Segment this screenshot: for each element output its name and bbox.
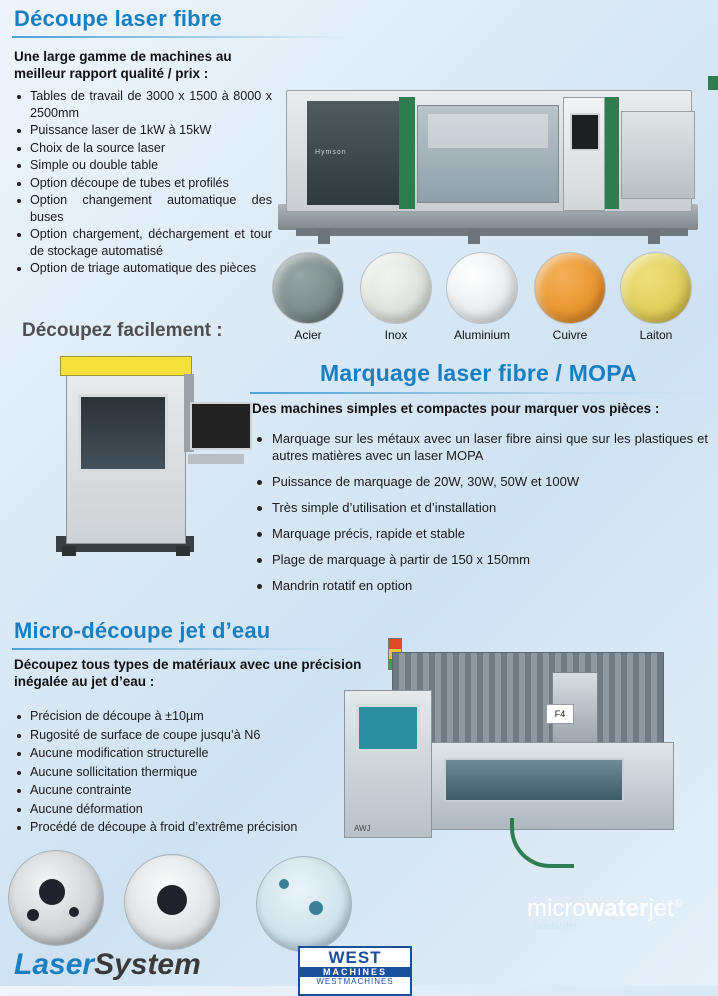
machine-leg [318,230,330,244]
marking-bullet-list [252,430,708,603]
material-disc [620,252,692,324]
sample-detail [279,879,289,889]
laser-cutting-machine-photo [278,52,704,242]
section-waterjet [0,618,718,986]
sample-detail [309,901,323,915]
waterjet-lead: Découpez tous types de matériaux avec une précision inégalée au jet d’eau : [14,657,362,689]
divider-waterjet [12,648,370,650]
marking-subtitle: Découpez facilement : [22,320,223,341]
page-title-marking: Marquage laser fibre / MOPA [320,360,637,386]
page-title-laser: Découpe laser fibre [14,6,222,31]
material-disc [534,252,606,324]
list-item: Procédé de découpe à froid d’extrême précision [14,819,364,836]
machine-logo: Hymson [315,149,347,156]
machine-green-panel-right [605,97,619,209]
machine-right-module [621,111,695,199]
sample-disc-1 [8,850,104,946]
list-item: Mandrin rotatif en option [252,577,708,594]
list-item: Aucune modification structurelle [14,745,364,762]
sample-detail [69,907,79,917]
machine-body [286,90,692,212]
footer-brand [14,948,201,982]
west-logo-line1: WEST [328,948,382,967]
machine-signal-light [708,76,718,90]
waterjet-touchscreen [356,704,420,752]
west-logo-line2: MACHINES [300,967,410,977]
footer-brand-system: System [94,948,201,981]
material-disc [446,252,518,324]
sample-detail [27,909,39,921]
machine-window [417,105,559,203]
machine-leg [648,230,660,244]
marker-window [78,394,168,472]
list-item: Option chargement, déchargement et tour de stockage automatisé [14,226,272,259]
waterjet-hose [510,818,574,868]
laser-title-wrap [14,6,344,32]
list-item: Aucune contrainte [14,782,364,799]
waterjet-basin [444,758,624,802]
list-item: Précision de découpe à ±10µm [14,708,364,725]
marker-top-cover [60,356,192,376]
section-laser-cutting [0,0,718,358]
brand-part-water: water [585,895,649,922]
list-item: Tables de travail de 3000 x 1500 à 8000 x 2500mm [14,88,272,121]
list-item: Choix de la source laser [14,140,272,157]
machine-leg [468,230,480,244]
divider-marking [250,392,708,394]
laser-bullet-list [14,88,272,277]
list-item: Simple ou double table [14,157,272,174]
waterjet-brand [527,895,682,923]
brand-part-jet: jet [648,895,674,922]
machine-screen [570,113,600,151]
list-item: Marquage sur les métaux avec un laser fibre ainsi que sur les plastiques et autres matières avec un laser MOPA [252,430,708,464]
material-label: Inox [384,328,408,342]
list-item: Option découpe de tubes et profilés [14,175,272,192]
sample-disc-3 [256,856,352,952]
material-label: Laiton [639,328,673,342]
list-item: Puissance de marquage de 20W, 30W, 50W et 100W [252,473,708,490]
marker-foot [176,546,190,556]
sample-detail [157,885,187,915]
page-title-waterjet: Micro-découpe jet d’eau [14,618,271,643]
cut-sample-photos [6,850,356,946]
list-item: Rugosité de surface de coupe jusqu’à N6 [14,727,364,744]
waterjet-gantry [392,652,664,750]
list-item: Aucune déformation [14,801,364,818]
machine-green-panel-left [399,97,415,209]
list-item: Plage de marquage à partir de 150 x 150mm [252,551,708,568]
marker-foot [62,546,76,556]
material-disc [272,252,344,324]
material-label: Acier [294,328,322,342]
section-laser-marking [0,320,718,620]
marker-keyboard-tray [188,454,244,464]
brand-registered-mark: ® [673,898,682,910]
list-item: Option changement automatique des buses [14,192,272,225]
divider-laser [12,36,352,38]
waterjet-cabinet-label: AWJ [354,824,371,833]
brand-part-micro: micro [527,895,586,922]
list-item: Très simple d’utilisation et d’installation [252,499,708,516]
list-item: Aucune sollicitation thermique [14,764,364,781]
marking-lead: Des machines simples et compactes pour marquer vos pièces : [252,401,660,416]
waterjet-head-badge: F4 [546,704,574,724]
sample-disc-2 [124,854,220,950]
material-label: Cuivre [552,328,588,342]
list-item: Puissance laser de 1kW à 15kW [14,122,272,139]
material-label: Aluminium [453,328,510,342]
marker-monitor [190,402,252,450]
material-disc [360,252,432,324]
laser-text-column [14,48,272,278]
waterjet-machine-photo [336,638,710,932]
footer-brand-laser: Laser [14,948,95,981]
sample-detail [39,879,65,905]
laser-marking-machine-photo [38,350,253,555]
list-item: Option de triage automatique des pièces [14,260,272,277]
laser-lead: Une large gamme de machines au meilleur rapport qualité / prix : [14,49,232,81]
machine-rail [296,228,688,236]
west-machines-logo [298,946,412,996]
waterjet-bullet-list [14,708,364,838]
list-item: Marquage précis, rapide et stable [252,525,708,542]
west-logo-line3: WESTMACHINES [316,977,394,986]
waterjet-brand-sub: Daetwyler [533,921,578,932]
